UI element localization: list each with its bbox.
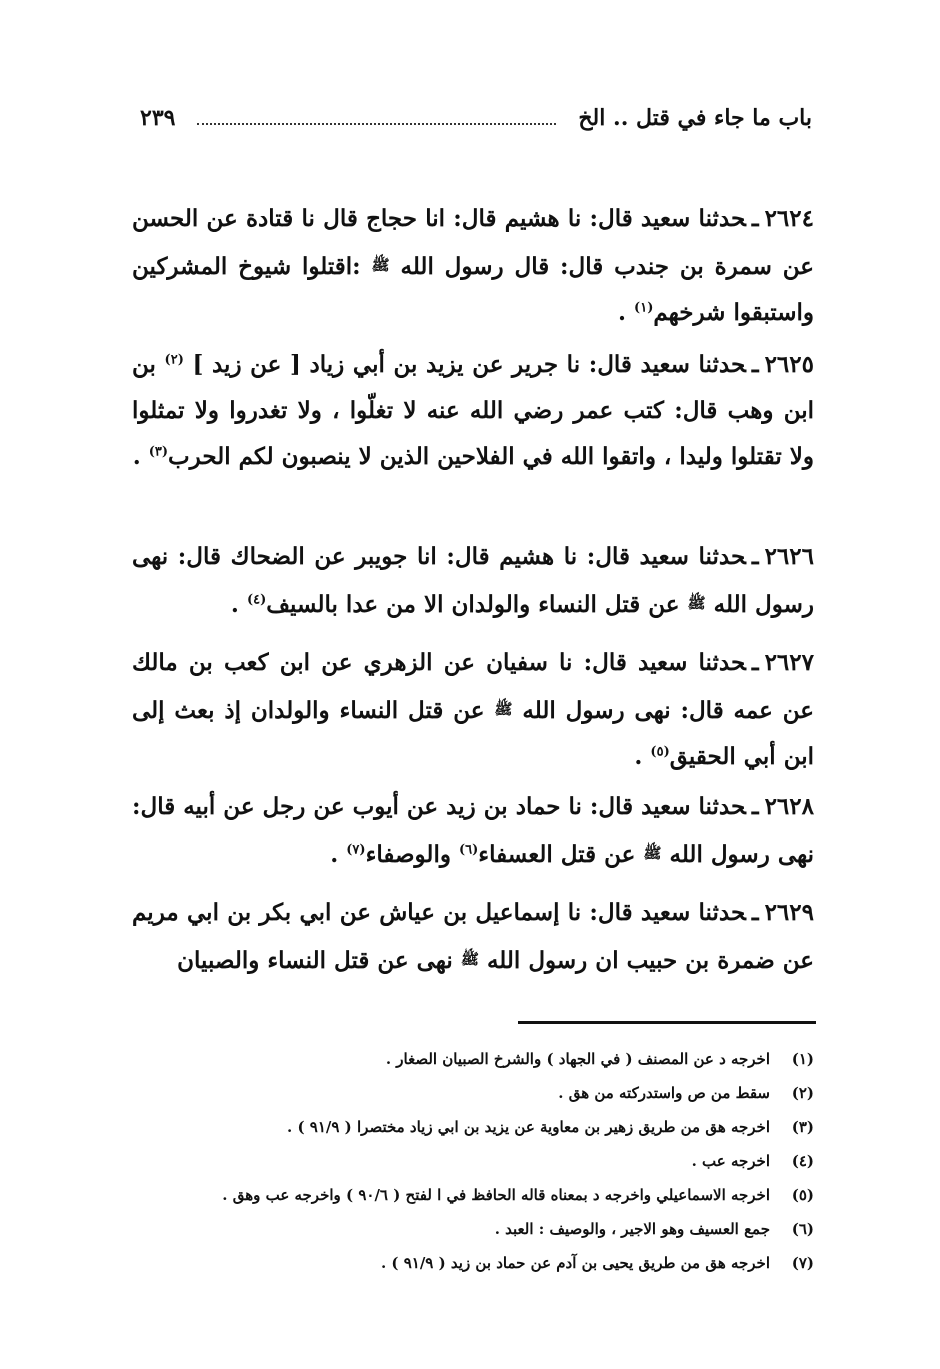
footnote-ref: (٣) [148, 444, 169, 460]
hadith-number: ٢٦٢٥ [764, 351, 814, 378]
footnote-item [150, 1076, 814, 1110]
hadith-text: نهى عن قتل النساء والصبيان [177, 947, 453, 974]
footnote-item [150, 1042, 814, 1076]
hadith-text: حدثنا سعيد قال: نا جرير عن يزيد بن أبي زياد [ عن زيد ] [192, 351, 746, 378]
dash: ـ [751, 543, 759, 570]
hadith-text: عن قتل النساء والولدان الا من عدا بالسيف [266, 591, 680, 618]
footnote-number: (٣) [791, 1118, 814, 1136]
full-stop: . [132, 443, 141, 470]
salla-ligature-icon: ﷺ [371, 256, 390, 274]
footnote-ref: (١) [634, 300, 654, 316]
footnote-item [150, 1110, 814, 1144]
footnote-number: (٥) [791, 1186, 814, 1204]
dash: ـ [751, 351, 759, 378]
footnote-text: اخرجه عب . [691, 1152, 770, 1170]
salla-ligature-icon: ﷺ [643, 844, 662, 862]
hadith-number: ٢٦٢٩ [764, 899, 814, 926]
full-stop: . [618, 299, 627, 326]
hadith-2625 [132, 342, 814, 480]
dash: ـ [751, 649, 759, 676]
footnote-separator [518, 1021, 816, 1024]
full-stop: . [634, 743, 643, 770]
dash: ـ [751, 205, 759, 232]
hadith-2629 [132, 890, 814, 984]
hadith-text: حدثنا سعيد قال: نا حماد بن زيد عن أيوب عن رجل عن أبيه قال: نهى رسول الله [132, 793, 814, 868]
salla-ligature-icon: ﷺ [494, 700, 513, 718]
dash: ـ [751, 793, 759, 820]
footnote-item [150, 1178, 814, 1212]
hadith-number: ٢٦٢٤ [764, 205, 814, 232]
footnote-number: (٧) [791, 1254, 814, 1272]
footnote-ref: (٢) [164, 352, 184, 368]
page-number: ٢٣٩ [140, 105, 176, 131]
footnote-text: سقط من ص واستدركته من هق . [558, 1084, 770, 1102]
footnote-text: اخرجه هق من طريق يحيى بن آدم عن حماد بن زيد ( ٩١/٩ ) . [380, 1254, 770, 1272]
footnote-number: (٦) [791, 1220, 814, 1238]
hadith-text: حدثنا سعيد قال: نا هشيم قال: انا جويبر عن الضحاك قال: نهى رسول الله [132, 543, 814, 618]
full-stop: . [330, 841, 339, 868]
salla-ligature-icon: ﷺ [460, 950, 479, 968]
footnote-text: اخرجه هق من طريق زهير بن معاوية عن يزيد بن ابي زياد مختصرا ( ٩١/٩ ) . [287, 1118, 770, 1136]
footnote-text: اخرجه الاسماعيلي واخرجه د بمعناه قاله الحافظ في ا لفتح ( ٩٠/٦ ) واخرجه عب وهق . [222, 1186, 770, 1204]
hadith-text: بن ابن وهب قال: كتب عمر رضي الله عنه لا تغلّوا ، ولا تغدروا ولا تمثلوا ولا تقتلوا وليدا ، واتقوا الله في الفلاحين الذين لا ينصبون لكم الحرب [132, 351, 814, 470]
footnote-number: (٢) [791, 1084, 814, 1102]
hadith-text: حدثنا سعيد قال: نا هشيم قال: انا حجاج قال نا قتادة عن الحسن عن سمرة بن جندب قال: قال رسول الله [132, 205, 814, 280]
hadith-2627 [132, 640, 814, 780]
footnote-item [150, 1246, 814, 1280]
hadith-2628 [132, 784, 814, 878]
hadith-text: عن قتل النساء والولدان إذ بعث إلى ابن أبي الحقيق [132, 697, 814, 770]
footnote-item [150, 1212, 814, 1246]
footnote-item [150, 1144, 814, 1178]
hadith-text: :اقتلوا شيوخ المشركين واستبقوا شرخهم [132, 253, 814, 326]
hadith-text: والوصفاء [365, 841, 451, 868]
salla-ligature-icon: ﷺ [687, 594, 706, 612]
footnote-ref: (٧) [346, 842, 366, 858]
footnote-ref: (٥) [650, 744, 670, 760]
hadith-number: ٢٦٢٧ [764, 649, 814, 676]
hadith-text: حدثنا سعيد قال: نا سفيان عن الزهري عن ابن كعب بن مالك عن عمه قال: نهى رسول الله [132, 649, 815, 724]
hadith-number: ٢٦٢٦ [764, 543, 814, 570]
full-stop: . [230, 591, 239, 618]
footnote-number: (١) [791, 1050, 814, 1068]
hadith-number: ٢٦٢٨ [764, 793, 814, 820]
footnote-ref: (٦) [458, 842, 479, 858]
footnotes-list [150, 1042, 814, 1280]
dash: ـ [751, 899, 759, 926]
footnote-text: اخرجه د عن المصنف ( في الجهاد ) والشرخ الصبيان الصغار . [385, 1050, 770, 1068]
header-dotted-rule [197, 123, 556, 125]
running-header [140, 96, 812, 140]
footnote-text: جمع العسيف وهو الاجير ، والوصيف : العبد . [494, 1220, 770, 1238]
footnote-ref: (٤) [246, 592, 267, 608]
hadith-2626 [132, 534, 814, 628]
chapter-title: باب ما جاء في قتل .. الخ [578, 105, 812, 131]
hadith-2624 [132, 196, 814, 336]
hadith-text: عن قتل العسفاء [478, 841, 636, 868]
footnote-number: (٤) [791, 1152, 814, 1170]
hadith-text: حدثنا سعيد قال: نا إسماعيل بن عياش عن ابي بكر بن ابي مريم عن ضمرة بن حبيب ان رسول الله [132, 899, 814, 974]
